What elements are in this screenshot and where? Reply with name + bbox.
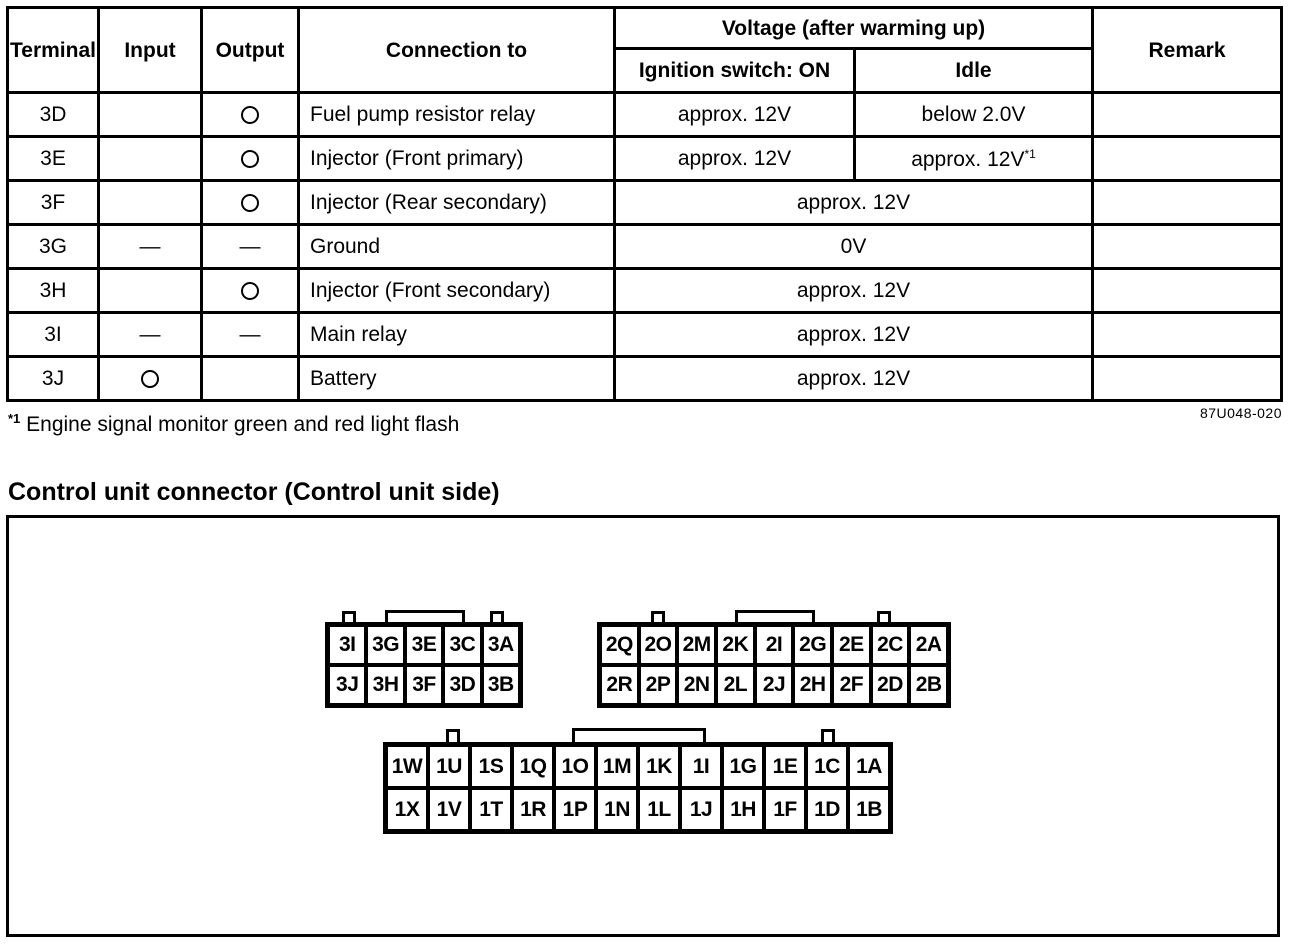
table-row [8,225,1282,269]
connector-pin: 1H [722,788,764,831]
cell-terminal: 3I [8,313,99,357]
connector-pin: 1S [470,745,512,788]
cell-voltage: approx. 12V [615,181,1093,225]
footnote-reference: *1 [1024,146,1036,161]
connector-pin: 3E [405,625,443,665]
header-idle: Idle [855,49,1093,93]
connector-pin: 2G [793,625,832,665]
connector-pin: 2R [600,665,639,705]
cell-voltage: approx. 12V [615,313,1093,357]
footnote [8,411,459,437]
connector-pin: 2N [677,665,716,705]
header-output: Output [202,8,299,93]
cell-output [202,269,299,313]
terminal-voltage-table [6,6,1283,402]
circle-mark-icon [241,106,259,124]
cell-idle [855,93,1093,137]
connector-pin: 2E [832,625,871,665]
connector-pin: 1W [386,745,428,788]
connector-pin: 3I [328,625,366,665]
connector-3 [325,622,523,708]
cell-terminal: 3H [8,269,99,313]
connector-2 [597,622,951,708]
connector-pin: 2D [871,665,910,705]
cell-input [99,269,202,313]
header-voltage-group: Voltage (after warming up) [615,8,1093,49]
cell-idle-value: approx. 12V [911,147,1025,171]
cell-remark [1093,93,1282,137]
cell-output [202,357,299,401]
connector-pin: 1F [764,788,806,831]
cell-input [99,357,202,401]
cell-remark [1093,181,1282,225]
connector-pin: 1O [554,745,596,788]
connector-pin: 1T [470,788,512,831]
connector-pin: 1A [848,745,890,788]
footnote-text: Engine signal monitor green and red light flash [26,413,460,436]
cell-remark [1093,313,1282,357]
connector-pin: 1R [512,788,554,831]
cell-output: — [202,313,299,357]
cell-input [99,137,202,181]
cell-idle [855,137,1093,181]
cell-voltage: approx. 12V [615,357,1093,401]
cell-input [99,181,202,225]
circle-mark-icon [141,370,159,388]
cell-remark [1093,225,1282,269]
cell-connection: Injector (Rear secondary) [299,181,615,225]
connector-pin: 2L [716,665,755,705]
cell-terminal: 3D [8,93,99,137]
cell-output [202,137,299,181]
connector-pin: 3B [482,665,520,705]
cell-terminal: 3E [8,137,99,181]
connector-pin: 3H [366,665,404,705]
connector-pin: 2F [832,665,871,705]
connector-pin: 3F [405,665,443,705]
connector-pin: 2O [639,625,678,665]
connector-pin: 1B [848,788,890,831]
cell-remark [1093,137,1282,181]
table-row [8,137,1282,181]
cell-connection: Injector (Front primary) [299,137,615,181]
connector-pin: 1N [596,788,638,831]
connector-1 [383,742,893,834]
section-title: Control unit connector (Control unit side) [8,478,500,506]
footnote-mark: *1 [8,411,21,426]
connector-pin: 1L [638,788,680,831]
circle-mark-icon [241,194,259,212]
connector-pin: 2H [793,665,832,705]
connector-pin: 3A [482,625,520,665]
header-remark: Remark [1093,8,1282,93]
cell-output: — [202,225,299,269]
connector-pin: 1U [428,745,470,788]
circle-mark-icon [241,282,259,300]
cell-terminal: 3F [8,181,99,225]
table-row [8,93,1282,137]
table-body [8,93,1282,401]
connector-pin: 1C [806,745,848,788]
connector-pin: 1I [680,745,722,788]
cell-output [202,93,299,137]
cell-voltage: 0V [615,225,1093,269]
cell-remark [1093,357,1282,401]
connector-pin: 3D [443,665,481,705]
cell-connection: Injector (Front secondary) [299,269,615,313]
cell-idle-value: below 2.0V [921,103,1026,126]
connector-pin: 1Q [512,745,554,788]
header-ignition-on: Ignition switch: ON [615,49,855,93]
cell-input [99,93,202,137]
connector-pin: 1K [638,745,680,788]
cell-remark [1093,269,1282,313]
cell-input: — [99,225,202,269]
connector-pin: 2P [639,665,678,705]
table-row [8,269,1282,313]
table-row [8,181,1282,225]
connector-pin: 1J [680,788,722,831]
cell-output [202,181,299,225]
connector-pin: 2B [909,665,948,705]
cell-connection: Ground [299,225,615,269]
cell-ignition-on: approx. 12V [615,93,855,137]
connector-pin: 2J [755,665,794,705]
connector-pin: 3C [443,625,481,665]
cell-connection: Main relay [299,313,615,357]
header-input: Input [99,8,202,93]
connector-pin: 1V [428,788,470,831]
connector-pin: 3G [366,625,404,665]
connector-pin: 2K [716,625,755,665]
connector-pin: 1X [386,788,428,831]
connector-pin: 1M [596,745,638,788]
table-row [8,357,1282,401]
connector-pin: 2M [677,625,716,665]
connector-diagram [6,515,1280,937]
cell-connection: Battery [299,357,615,401]
cell-voltage: approx. 12V [615,269,1093,313]
connector-pin: 2A [909,625,948,665]
header-connection: Connection to [299,8,615,93]
connector-pin: 3J [328,665,366,705]
cell-terminal: 3G [8,225,99,269]
connector-pin: 1E [764,745,806,788]
connector-pin: 2C [871,625,910,665]
connector-pin: 1G [722,745,764,788]
connector-pin: 1P [554,788,596,831]
table-row [8,313,1282,357]
header-terminal: Terminal [8,8,99,93]
reference-code: 87U048-020 [1199,405,1282,421]
cell-input: — [99,313,202,357]
connector-pin: 1D [806,788,848,831]
connector-pin: 2I [755,625,794,665]
circle-mark-icon [241,150,259,168]
cell-terminal: 3J [8,357,99,401]
cell-ignition-on: approx. 12V [615,137,855,181]
cell-connection: Fuel pump resistor relay [299,93,615,137]
connector-pin: 2Q [600,625,639,665]
